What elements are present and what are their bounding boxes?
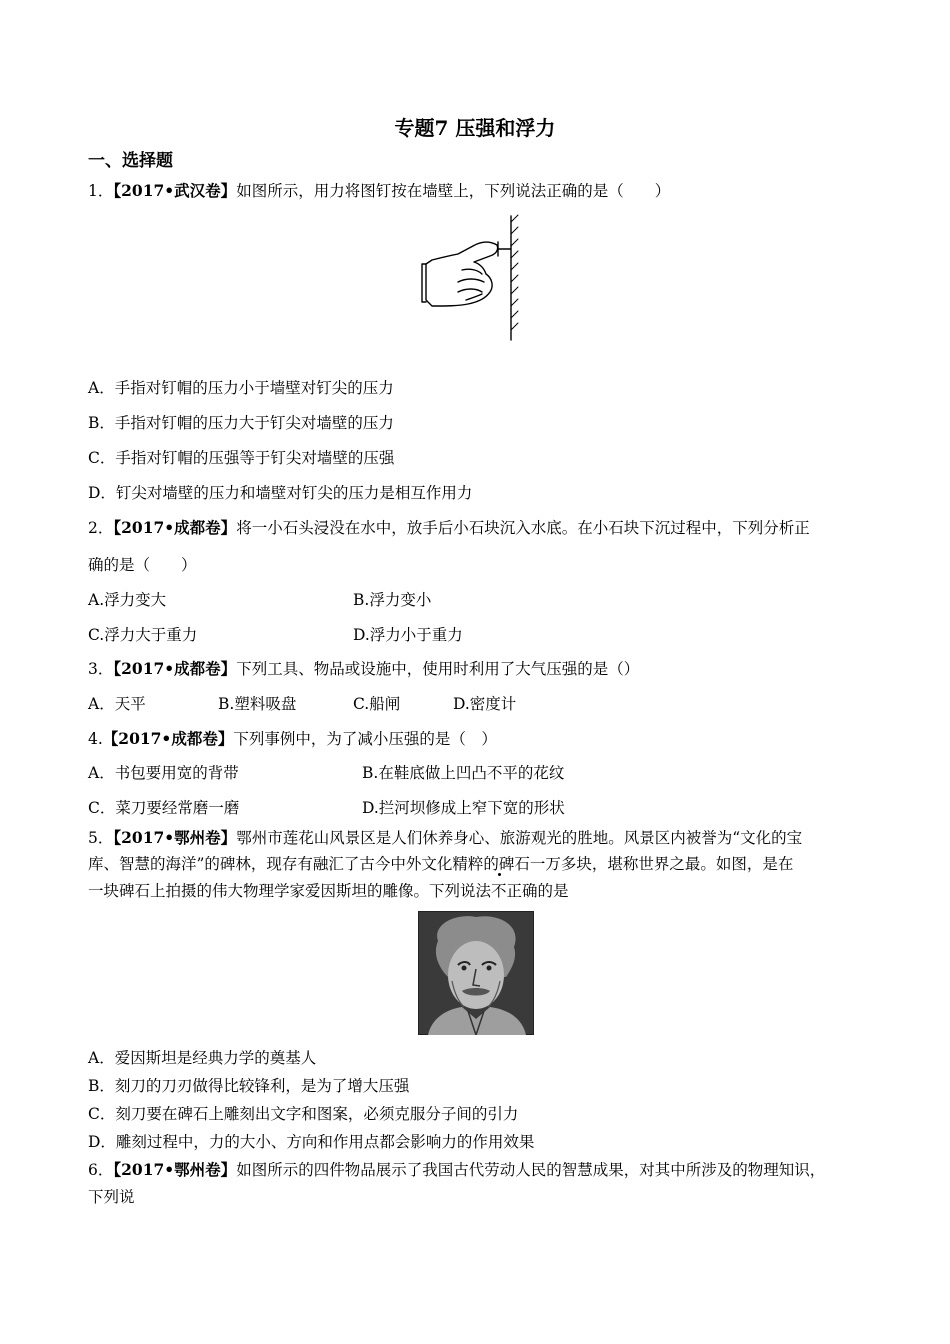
option-b: B．刻刀的刀刃做得比较锋利，是为了增大压强: [88, 1077, 410, 1095]
question-text: 鄂州市莲花山风景区是人们休养身心、旅游观光的胜地。风景区内被誉为“文化的宝: [236, 829, 803, 847]
question-source: 【2017•武汉卷】: [113, 181, 237, 200]
question-source: 【2017•成都卷】: [113, 659, 237, 678]
question-text: 正确的是: [506, 882, 569, 900]
option-d: D．雕刻过程中，力的大小、方向和作用点都会影响力的作用效果: [88, 1133, 535, 1151]
option-d: D.拦河坝修成上窄下宽的形状: [362, 799, 565, 817]
emphasis-word: 不: [491, 879, 507, 901]
section-heading: 一、选择题: [88, 151, 173, 171]
question-6-stem: [88, 1158, 825, 1180]
thumbtack-wall-figure: [418, 212, 534, 344]
option-d: D.密度计: [453, 695, 517, 713]
option-a: A.浮力变大: [88, 591, 167, 609]
question-text: 下列事例中，为了减小压强的是（ ）: [233, 730, 497, 748]
question-source: 【2017•鄂州卷】: [113, 828, 237, 847]
option-c: C．刻刀要在碑石上雕刻出文字和图案，必须克服分子间的引力: [88, 1105, 519, 1123]
question-number: 5．: [88, 829, 114, 847]
question-5-stem-line3: [88, 879, 569, 901]
page-title: 专题7 压强和浮力: [394, 116, 556, 140]
option-d: D.浮力小于重力: [353, 626, 463, 644]
option-a: A．天平: [88, 695, 146, 713]
question-text: 如图所示，用力将图钉按在墙壁上，下列说法正确的是（ ）: [236, 182, 671, 200]
question-3-stem: [88, 657, 639, 679]
question-1-stem: [88, 179, 670, 201]
option-c: C．手指对钉帽的压强等于钉尖对墙壁的压强: [88, 449, 395, 467]
question-number: 6．: [88, 1161, 114, 1179]
einstein-carving-photo: [418, 911, 534, 1035]
question-4-stem: [88, 727, 497, 749]
question-source: 【2017•成都卷】: [102, 729, 234, 748]
option-c: C．菜刀要经常磨一磨: [88, 799, 240, 817]
question-2-stem-cont: 确的是（ ）: [88, 556, 197, 574]
option-a: A．爱因斯坦是经典力学的奠基人: [88, 1049, 317, 1067]
question-number: 2．: [88, 519, 114, 537]
option-b: B.浮力变小: [353, 591, 432, 609]
option-c: C.浮力大于重力: [88, 626, 198, 644]
question-5-stem: [88, 826, 802, 848]
question-text: 如图所示的四件物品展示了我国古代劳动人民的智慧成果，对其中所涉及的物理知识，: [236, 1161, 826, 1179]
question-text: 下列工具、物品或设施中，使用时利用了大气压强的是（）: [236, 660, 640, 678]
question-source: 【2017•鄂州卷】: [113, 1160, 237, 1179]
question-6-stem-line2: 下列说: [88, 1188, 135, 1206]
question-number: 1．: [88, 182, 114, 200]
question-number: 4.: [88, 730, 103, 748]
question-text: 一块碑石上拍摄的伟大物理学家爱因斯坦的雕像。下列说法: [88, 882, 492, 900]
option-a: A．书包要用宽的背带: [88, 764, 239, 782]
option-b: B.塑料吸盘: [218, 695, 297, 713]
question-2-stem: [88, 516, 810, 538]
option-b: B.在鞋底做上凹凸不平的花纹: [362, 764, 565, 782]
option-d: D．钉尖对墙壁的压力和墙壁对钉尖的压力是相互作用力: [88, 484, 473, 502]
option-b: B．手指对钉帽的压力大于钉尖对墙壁的压力: [88, 414, 394, 432]
question-5-stem-line2: 库、智慧的海洋”的碑林，现存有融汇了古今中外文化精粹的碑石一万多块，堪称世界之最。如图，是在: [88, 855, 794, 873]
question-source: 【2017•成都卷】: [113, 518, 237, 537]
option-c: C.船闸: [353, 695, 401, 713]
question-text: 将一小石头浸没在水中，放手后小石块沉入水底。在小石块下沉过程中，下列分析正: [236, 519, 810, 537]
question-number: 3．: [88, 660, 114, 678]
option-a: A．手指对钉帽的压力小于墙壁对钉尖的压力: [88, 379, 394, 397]
